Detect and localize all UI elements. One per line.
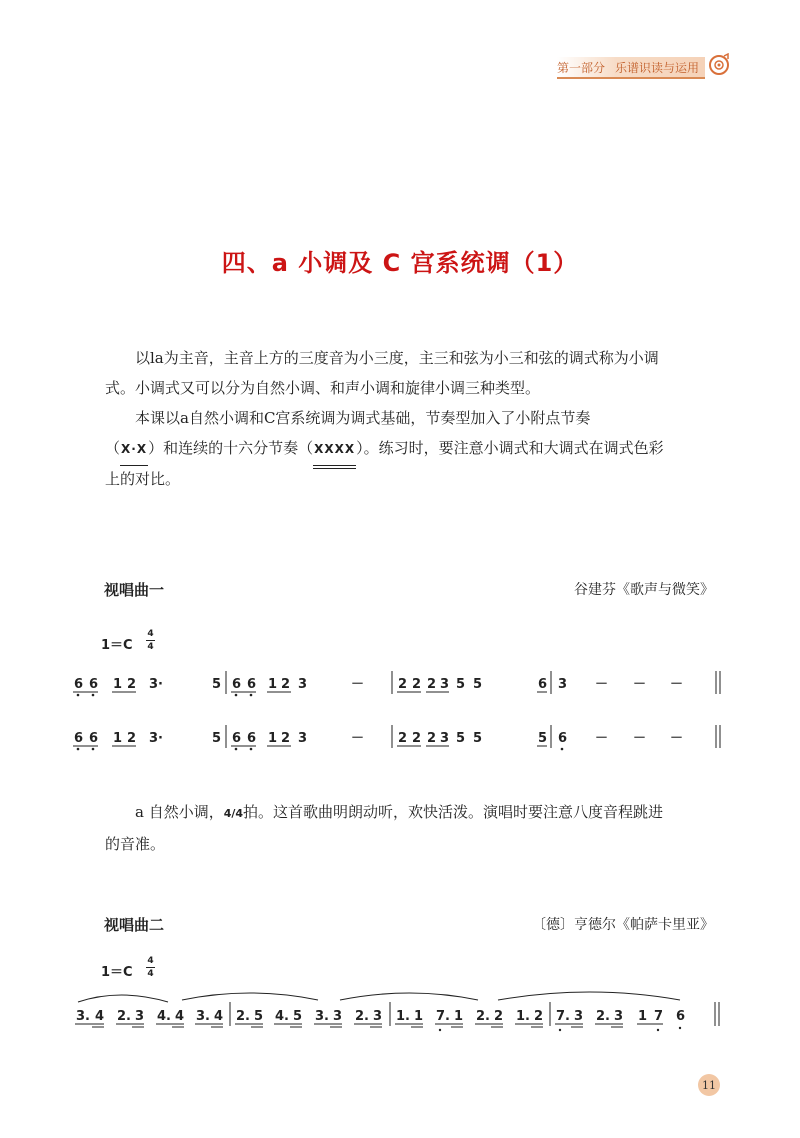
svg-text:6: 6 (676, 1009, 686, 1024)
svg-text:1: 1 (454, 1009, 464, 1024)
svg-text:－: － (351, 677, 365, 692)
music-disc-icon (709, 53, 731, 75)
svg-text:3: 3 (298, 677, 308, 692)
svg-text:－: － (670, 731, 684, 746)
svg-text:3: 3 (135, 1009, 145, 1024)
svg-text:5: 5 (212, 731, 222, 746)
svg-text:2: 2 (398, 677, 408, 692)
svg-text:2: 2 (427, 731, 437, 746)
exercise-1-source: 谷建芬《歌声与微笑》 (574, 582, 714, 598)
svg-text:2: 2 (494, 1009, 504, 1024)
exercise-2-time-signature: 4 4 (147, 956, 154, 979)
svg-text:2.: 2. (476, 1009, 490, 1024)
exercise-1-label: 视唱曲一 (104, 581, 165, 599)
svg-text:3: 3 (373, 1009, 383, 1024)
svg-text:2: 2 (281, 677, 291, 692)
svg-text:3.: 3. (315, 1009, 329, 1024)
svg-text:1.: 1. (396, 1009, 410, 1024)
svg-text:2: 2 (127, 731, 137, 746)
svg-text:3: 3 (614, 1009, 624, 1024)
svg-text:6: 6 (558, 731, 568, 746)
svg-text:2: 2 (412, 731, 422, 746)
svg-text:2: 2 (534, 1009, 544, 1024)
header-band (557, 57, 705, 79)
svg-text:7.: 7. (436, 1009, 450, 1024)
svg-text:3: 3 (333, 1009, 343, 1024)
svg-text:6: 6 (247, 731, 257, 746)
intro-paragraph-2-cont: （X·X）和连续的十六分节奏（XXXX）。练习时，要注意小调式和大调式在调式色彩上的对比。 (105, 433, 675, 494)
svg-text:3·: 3· (149, 677, 163, 692)
svg-text:1: 1 (113, 731, 123, 746)
svg-text:－: － (633, 731, 647, 746)
score-line-2 (73, 725, 720, 750)
svg-text:3.: 3. (196, 1009, 210, 1024)
svg-text:1: 1 (268, 731, 278, 746)
svg-text:7: 7 (654, 1009, 664, 1024)
svg-text:5: 5 (456, 731, 466, 746)
exercise-1-note: a 自然小调，4/4拍。这首歌曲明朗动听，欢快活泼。演唱时要注意八度音程跳进的音准。 (105, 803, 664, 853)
svg-text:2.: 2. (355, 1009, 369, 1024)
svg-text:－: － (633, 677, 647, 692)
svg-text:3.: 3. (76, 1009, 90, 1024)
header-title: 乐谱识读与运用 (614, 60, 699, 75)
svg-text:6: 6 (232, 677, 242, 692)
exercise-2-source: 〔德〕亨德尔《帕萨卡里亚》 (532, 917, 714, 933)
lesson-title: 四、a 小调及 C 宫系统调（1） (221, 249, 579, 277)
svg-text:5: 5 (293, 1009, 303, 1024)
svg-text:3: 3 (440, 731, 450, 746)
exercise-1-time-signature: 4 4 (147, 629, 154, 652)
svg-text:5: 5 (538, 731, 548, 746)
dotted-rhythm-symbol: X·X (120, 434, 148, 464)
svg-text:2.: 2. (236, 1009, 250, 1024)
svg-text:5: 5 (212, 677, 222, 692)
sixteenth-rhythm-symbol: XXXX (313, 434, 356, 464)
svg-text:6: 6 (538, 677, 548, 692)
svg-text:－: － (595, 731, 609, 746)
svg-text:5: 5 (254, 1009, 264, 1024)
svg-text:6: 6 (74, 731, 84, 746)
svg-text:6: 6 (89, 677, 99, 692)
svg-text:2: 2 (127, 677, 137, 692)
svg-text:1: 1 (638, 1009, 648, 1024)
svg-text:5: 5 (473, 731, 483, 746)
svg-text:5: 5 (473, 677, 483, 692)
exercise-2-key: 1＝C (101, 965, 133, 980)
svg-text:3: 3 (558, 677, 568, 692)
svg-text:4: 4 (214, 1009, 224, 1024)
svg-text:4.: 4. (275, 1009, 289, 1024)
svg-text:5: 5 (456, 677, 466, 692)
exercise-1-key: 1＝C (101, 638, 133, 653)
svg-text:2: 2 (281, 731, 291, 746)
svg-text:2: 2 (427, 677, 437, 692)
page-number: 11 (698, 1074, 720, 1096)
intro-paragraph-1: 以la为主音，主音上方的三度音为小三度，主三和弦为小三和弦的调式称为小调式。小调式又可以分为自然小调、和声小调和旋律小调三种类型。 (105, 349, 659, 397)
svg-text:－: － (351, 731, 365, 746)
svg-text:6: 6 (74, 677, 84, 692)
svg-text:2: 2 (412, 677, 422, 692)
running-header (541, 51, 731, 79)
svg-text:1: 1 (113, 677, 123, 692)
svg-text:2: 2 (398, 731, 408, 746)
svg-text:6: 6 (232, 731, 242, 746)
svg-text:2.: 2. (117, 1009, 131, 1024)
svg-text:7.: 7. (556, 1009, 570, 1024)
svg-text:4: 4 (175, 1009, 185, 1024)
svg-text:2.: 2. (596, 1009, 610, 1024)
score-line-1 (73, 671, 720, 696)
exercise-2-score (0, 990, 800, 1035)
svg-text:3·: 3· (149, 731, 163, 746)
svg-text:3: 3 (574, 1009, 584, 1024)
svg-text:1: 1 (268, 677, 278, 692)
svg-text:1: 1 (414, 1009, 424, 1024)
svg-text:－: － (595, 677, 609, 692)
svg-text:－: － (670, 677, 684, 692)
svg-text:6: 6 (89, 731, 99, 746)
svg-text:3: 3 (440, 677, 450, 692)
intro-text (105, 343, 675, 494)
header-part: 第一部分 (556, 60, 605, 75)
svg-text:3: 3 (298, 731, 308, 746)
svg-text:4: 4 (95, 1009, 105, 1024)
beat-symbol: 4/4 (223, 807, 244, 820)
svg-text:1.: 1. (516, 1009, 530, 1024)
svg-text:4.: 4. (157, 1009, 171, 1024)
intro-paragraph-2: 本课以a自然小调和C宫系统调为调式基础，节奏型加入了小附点节奏 (135, 409, 591, 427)
exercise-2-label: 视唱曲二 (104, 916, 165, 934)
exercise-1-score (0, 665, 800, 755)
svg-text:6: 6 (247, 677, 257, 692)
